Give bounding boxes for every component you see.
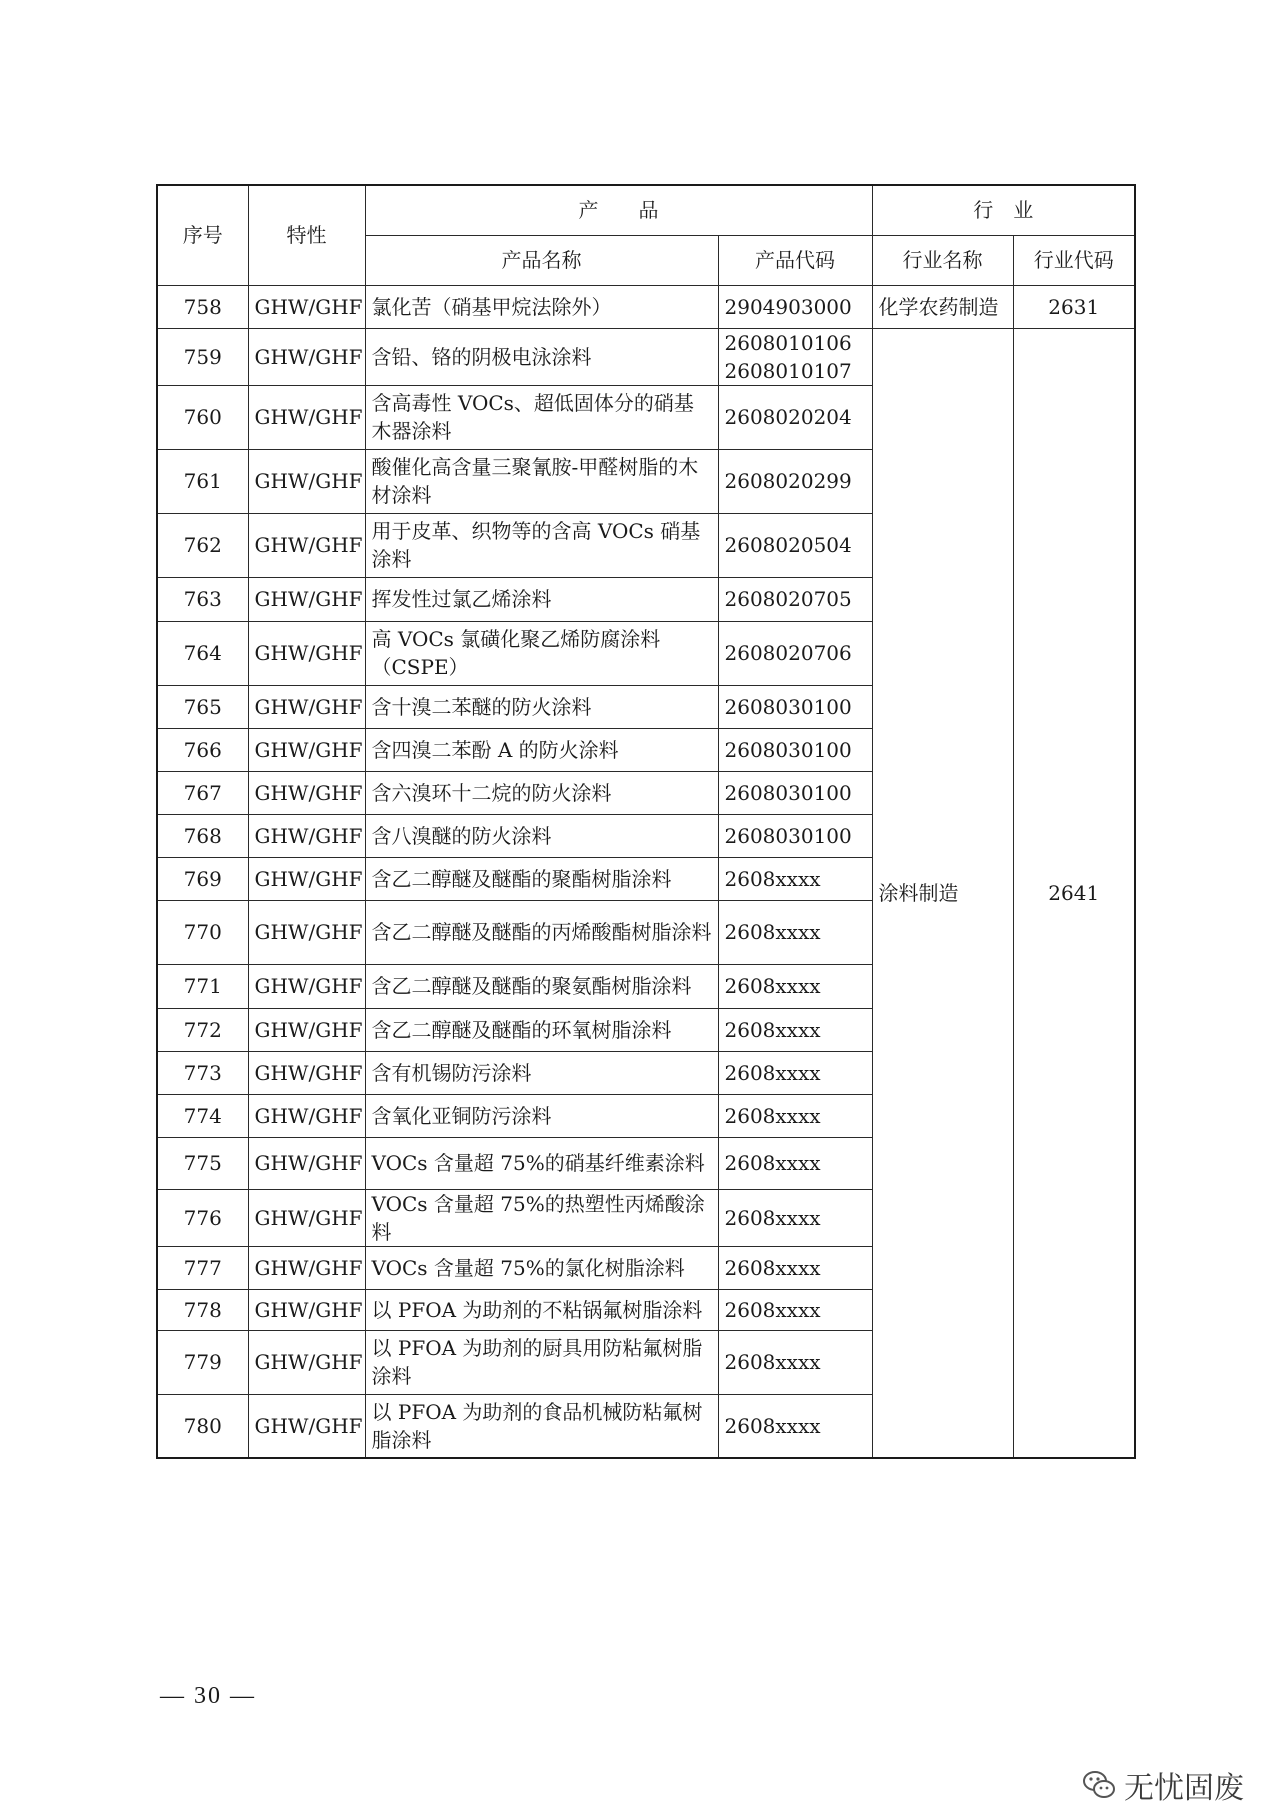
header-industry-group: 行 业	[872, 185, 1135, 235]
row-product-name: 含铅、铬的阴极电泳涂料	[365, 328, 718, 385]
row-product-name: 含高毒性 VOCs、超低固体分的硝基木器涂料	[365, 385, 718, 449]
row-seq: 764	[157, 621, 248, 685]
row-product-name: 含四溴二苯酚 A 的防火涂料	[365, 728, 718, 771]
industry-name: 化学农药制造	[872, 285, 1013, 328]
row-attr: GHW/GHF	[248, 1137, 365, 1189]
row-attr: GHW/GHF	[248, 1051, 365, 1094]
header-product-group: 产 品	[365, 185, 872, 235]
row-attr: GHW/GHF	[248, 728, 365, 771]
row-attr: GHW/GHF	[248, 513, 365, 577]
row-attr: GHW/GHF	[248, 1246, 365, 1289]
row-seq: 765	[157, 685, 248, 728]
page-number: — 30 —	[160, 1683, 256, 1709]
row-attr: GHW/GHF	[248, 385, 365, 449]
row-product-code: 2608xxxx	[718, 900, 872, 964]
row-seq: 772	[157, 1008, 248, 1051]
row-seq: 760	[157, 385, 248, 449]
row-product-code: 2608xxxx	[718, 1137, 872, 1189]
header-attr: 特性	[248, 185, 365, 285]
row-attr: GHW/GHF	[248, 1008, 365, 1051]
row-product-name: 含六溴环十二烷的防火涂料	[365, 771, 718, 814]
row-attr: GHW/GHF	[248, 857, 365, 900]
row-product-name: 含乙二醇醚及醚酯的环氧树脂涂料	[365, 1008, 718, 1051]
row-attr: GHW/GHF	[248, 814, 365, 857]
row-product-name: 含十溴二苯醚的防火涂料	[365, 685, 718, 728]
row-seq: 770	[157, 900, 248, 964]
row-product-name: 含八溴醚的防火涂料	[365, 814, 718, 857]
row-seq: 758	[157, 285, 248, 328]
header-industry-code: 行业代码	[1013, 235, 1135, 285]
industry-code: 2631	[1013, 285, 1135, 328]
row-product-code: 2608030100	[718, 728, 872, 771]
table-row	[157, 328, 1135, 385]
row-attr: GHW/GHF	[248, 1330, 365, 1394]
row-product-code: 2904903000	[718, 285, 872, 328]
row-seq: 773	[157, 1051, 248, 1094]
watermark	[1082, 1763, 1244, 1807]
row-seq: 777	[157, 1246, 248, 1289]
header-product-name: 产品名称	[365, 235, 718, 285]
row-seq: 775	[157, 1137, 248, 1189]
row-product-code: 2608xxxx	[718, 1189, 872, 1246]
industry-code: 2641	[1013, 328, 1135, 1458]
row-product-code: 2608020204	[718, 385, 872, 449]
row-attr: GHW/GHF	[248, 900, 365, 964]
row-product-code: 2608xxxx	[718, 1051, 872, 1094]
row-seq: 762	[157, 513, 248, 577]
row-seq: 767	[157, 771, 248, 814]
row-product-code: 2608010106 2608010107	[718, 328, 872, 385]
row-product-code: 2608xxxx	[718, 1289, 872, 1330]
row-product-code: 2608020705	[718, 577, 872, 621]
row-attr: GHW/GHF	[248, 1094, 365, 1137]
row-product-name: VOCs 含量超 75%的热塑性丙烯酸涂料	[365, 1189, 718, 1246]
row-seq: 778	[157, 1289, 248, 1330]
row-product-name: 氯化苦（硝基甲烷法除外）	[365, 285, 718, 328]
row-attr: GHW/GHF	[248, 685, 365, 728]
row-attr: GHW/GHF	[248, 771, 365, 814]
row-product-code: 2608020706	[718, 621, 872, 685]
row-product-name: 用于皮革、织物等的含高 VOCs 硝基涂料	[365, 513, 718, 577]
row-product-name: 含乙二醇醚及醚酯的聚氨酯树脂涂料	[365, 964, 718, 1008]
row-seq: 769	[157, 857, 248, 900]
row-attr: GHW/GHF	[248, 577, 365, 621]
row-product-code: 2608xxxx	[718, 1094, 872, 1137]
row-product-name: 含氧化亚铜防污涂料	[365, 1094, 718, 1137]
watermark-text: 无忧固废	[1124, 1771, 1244, 1806]
row-attr: GHW/GHF	[248, 621, 365, 685]
row-product-name: VOCs 含量超 75%的硝基纤维素涂料	[365, 1137, 718, 1189]
row-product-code: 2608030100	[718, 814, 872, 857]
table-body	[157, 285, 1135, 1458]
table-row	[157, 285, 1135, 328]
row-attr: GHW/GHF	[248, 1289, 365, 1330]
row-attr: GHW/GHF	[248, 328, 365, 385]
row-seq: 771	[157, 964, 248, 1008]
row-seq: 776	[157, 1189, 248, 1246]
row-seq: 774	[157, 1094, 248, 1137]
row-product-name: 含有机锡防污涂料	[365, 1051, 718, 1094]
row-attr: GHW/GHF	[248, 449, 365, 513]
header-industry-name: 行业名称	[872, 235, 1013, 285]
row-product-name: 以 PFOA 为助剂的厨具用防粘氟树脂涂料	[365, 1330, 718, 1394]
row-seq: 761	[157, 449, 248, 513]
row-attr: GHW/GHF	[248, 1189, 365, 1246]
row-seq: 779	[157, 1330, 248, 1394]
row-product-code: 2608xxxx	[718, 964, 872, 1008]
row-product-code: 2608020299	[718, 449, 872, 513]
row-seq: 780	[157, 1394, 248, 1458]
row-product-name: 挥发性过氯乙烯涂料	[365, 577, 718, 621]
header-seq: 序号	[157, 185, 248, 285]
row-product-code: 2608020504	[718, 513, 872, 577]
row-product-name: 含乙二醇醚及醚酯的丙烯酸酯树脂涂料	[365, 900, 718, 964]
header-product-code: 产品代码	[718, 235, 872, 285]
row-product-code: 2608030100	[718, 771, 872, 814]
row-attr: GHW/GHF	[248, 285, 365, 328]
product-table	[156, 184, 1136, 1459]
row-product-code: 2608030100	[718, 685, 872, 728]
row-attr: GHW/GHF	[248, 1394, 365, 1458]
row-product-name: 酸催化高含量三聚氰胺-甲醛树脂的木材涂料	[365, 449, 718, 513]
row-attr: GHW/GHF	[248, 964, 365, 1008]
industry-name: 涂料制造	[872, 328, 1013, 1458]
row-seq: 763	[157, 577, 248, 621]
row-seq: 768	[157, 814, 248, 857]
row-product-code: 2608xxxx	[718, 857, 872, 900]
row-product-name: 以 PFOA 为助剂的食品机械防粘氟树脂涂料	[365, 1394, 718, 1458]
row-product-name: VOCs 含量超 75%的氯化树脂涂料	[365, 1246, 718, 1289]
row-product-code: 2608xxxx	[718, 1330, 872, 1394]
row-seq: 759	[157, 328, 248, 385]
row-product-code: 2608xxxx	[718, 1394, 872, 1458]
wechat-icon	[1082, 1768, 1116, 1802]
row-seq: 766	[157, 728, 248, 771]
row-product-code: 2608xxxx	[718, 1008, 872, 1051]
row-product-code: 2608xxxx	[718, 1246, 872, 1289]
row-product-name: 高 VOCs 氯磺化聚乙烯防腐涂料（CSPE）	[365, 621, 718, 685]
row-product-name: 含乙二醇醚及醚酯的聚酯树脂涂料	[365, 857, 718, 900]
row-product-name: 以 PFOA 为助剂的不粘锅氟树脂涂料	[365, 1289, 718, 1330]
